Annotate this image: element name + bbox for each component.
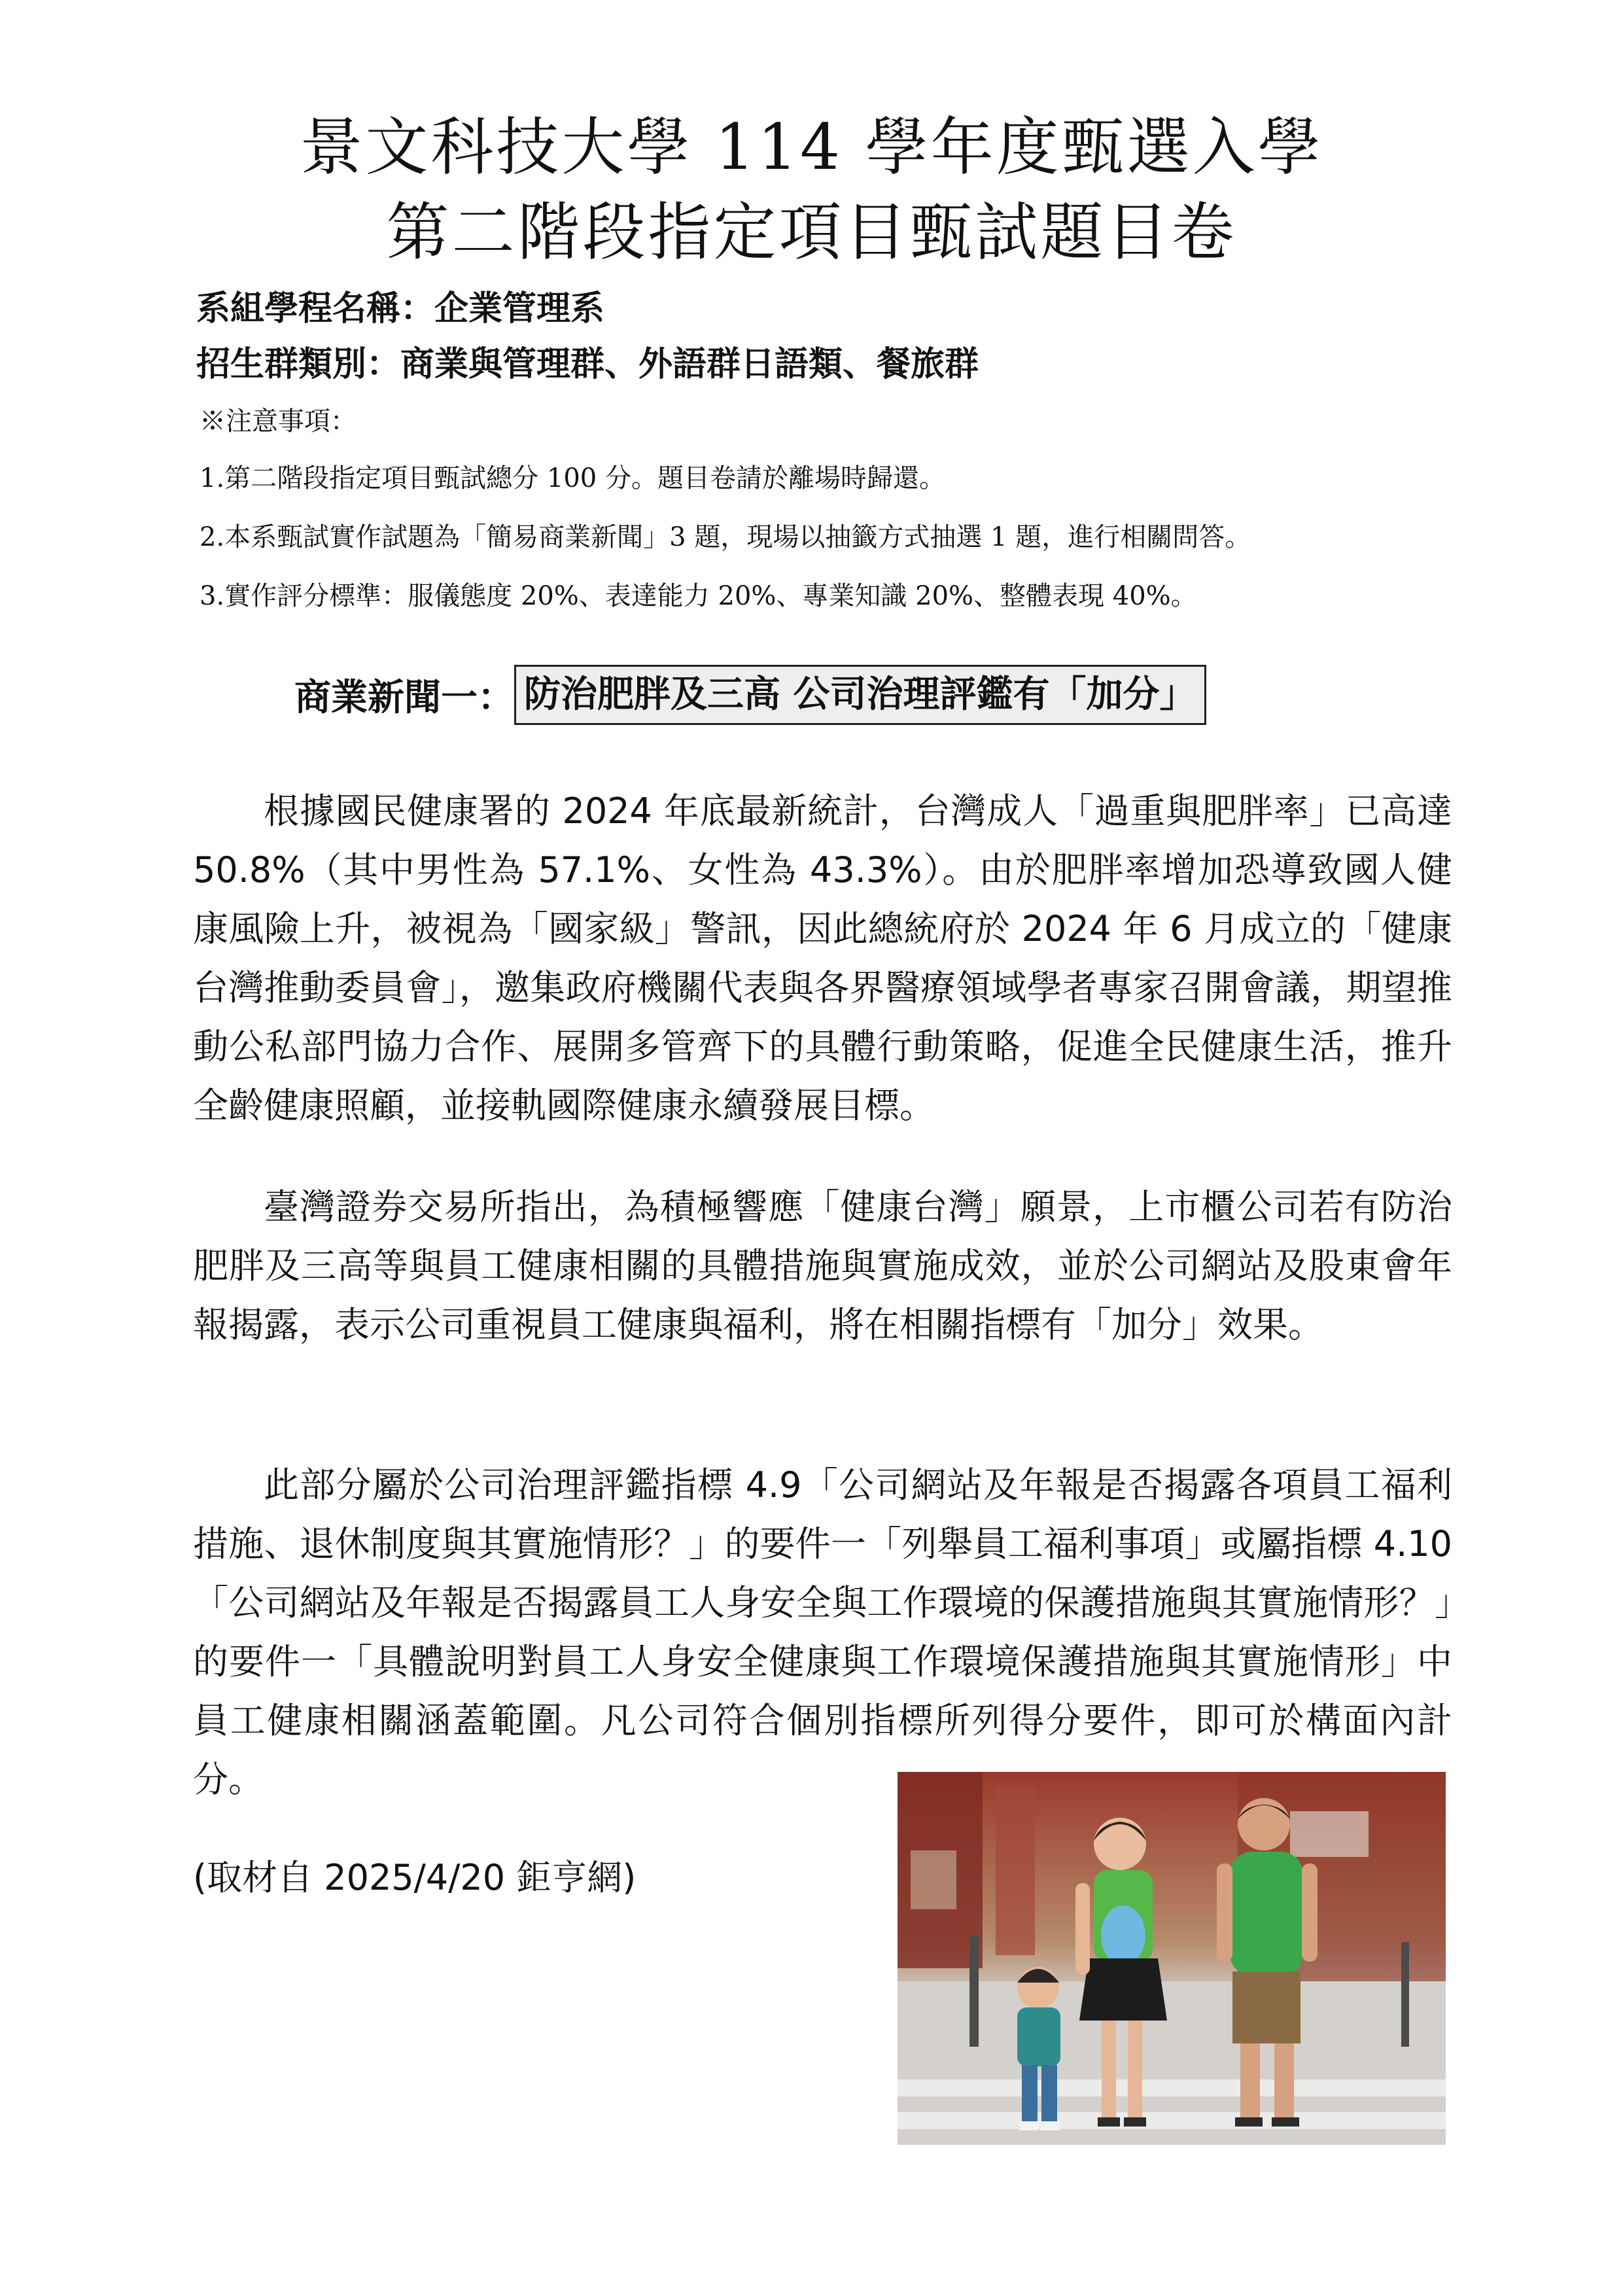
notice-item: 1.第二階段指定項目甄試總分 100 分。題目卷請於離場時歸還。 — [200, 463, 945, 493]
news-label: 商業新聞一： — [294, 677, 514, 719]
photo-illustration — [898, 1772, 1446, 2145]
notice-item: 3.實作評分標準：服儀態度 20%、表達能力 20%、專業知識 20%、整體表現 40%。 — [200, 581, 1197, 611]
news-paragraph: 臺灣證券交易所指出，為積極響應「健康台灣」願景，上市櫃公司若有防治肥胖及三高等與員工健康相關的具體措施與實施成效，並於公司網站及股東會年報揭露，表示公司重視員工健康與福利，將在相關指標有「加分」效果。 — [193, 1186, 1452, 1345]
news-paragraph: 此部分屬於公司治理評鑑指標 4.9「公司網站及年報是否揭露各項員工福利措施、退休制度與其實施情形？」的要件一「列舉員工福利事項」或屬指標 4.10「公司網站及年報是否揭露員工人身安全與工作環境的保護措施與其實施情形？」的要件一「具體說明對員工人身安全健康與工作環境保護措施與其實施情形」中員工健康相關涵蓋範圍。凡公司符合個別指標所列得分要件，即可於構面內計分。 — [193, 1464, 1452, 1800]
family-walking-photo — [898, 1772, 1446, 2145]
news-heading — [294, 662, 1206, 728]
news-source: (取材自 2025/4/20 鉅亨網) — [193, 1857, 637, 1898]
notice-heading: ※注意事項： — [200, 406, 357, 436]
admission-group: 招生群類別：商業與管理群、外語群日語類、餐旅群 — [196, 345, 979, 384]
news-headline: 防治肥胖及三高 公司治理評鑑有「加分」 — [514, 665, 1206, 725]
notice-item: 2.本系甄試實作試題為「簡易商業新聞」3 題，現場以抽籤方式抽選 1 題，進行相關問答。 — [200, 522, 1251, 552]
department-name: 系組學程名稱：企業管理系 — [196, 289, 605, 328]
page-subtitle: 第二階段指定項目甄試題目卷 — [386, 196, 1237, 269]
page-title: 景文科技大學 114 學年度甄選入學 — [300, 111, 1323, 184]
news-paragraph: 根據國民健康署的 2024 年底最新統計，台灣成人「過重與肥胖率」已高達 50.8%（其中男性為 57.1%、女性為 43.3%）。由於肥胖率增加恐導致國人健康風險上升，被視為「國家級」警訊，因此總統府於 2024 年 6 月成立的「健康台灣推動委員會」，邀集政府機關代表與各界醫療領域學者專家召開會議，期望推動公私部門協力合作、展開多管齊下的具體行動策略，促進全民健康生活，推升全齡健康照顧，並接軌國際健康永續發展目標。 — [193, 790, 1452, 1126]
